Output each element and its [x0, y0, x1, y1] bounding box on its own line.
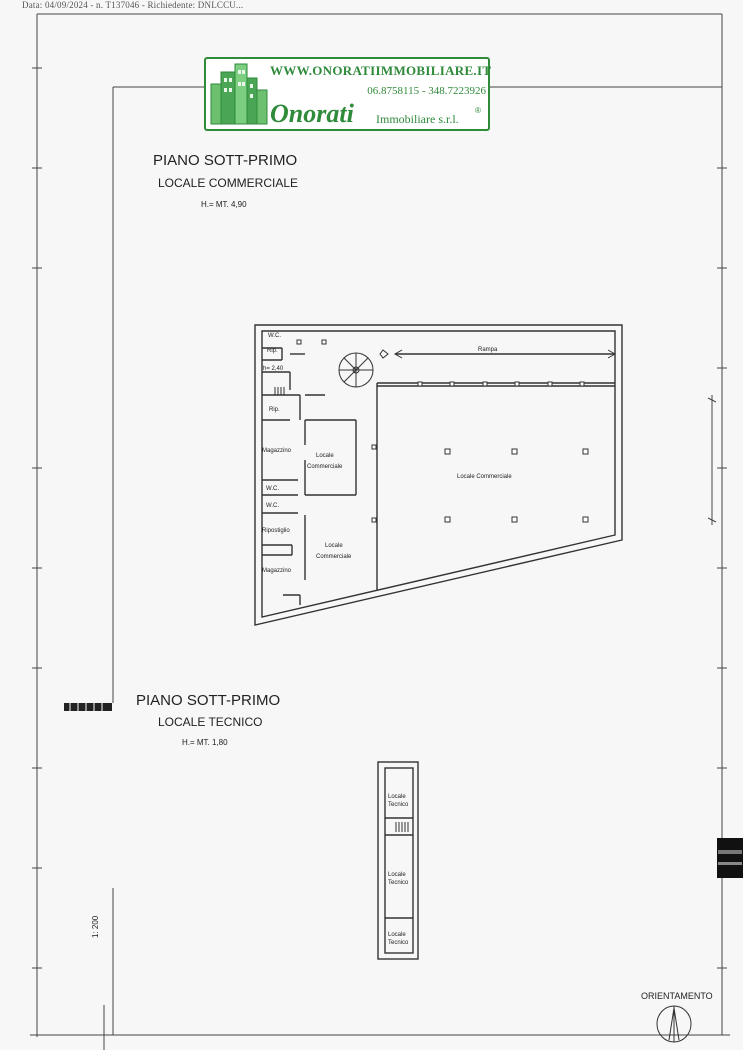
label-ripostiglio: Ripostiglio	[262, 528, 290, 534]
label-lt1-a: Locale	[388, 794, 406, 800]
registered-mark: ®	[475, 106, 481, 115]
label-h240: h= 2,40	[263, 366, 284, 372]
plan-tecnico-title: PIANO SOTT-PRIMO	[136, 692, 281, 709]
logo-suffix: Immobiliare s.r.l.	[376, 112, 459, 126]
label-lt2-b: Tecnico	[388, 880, 409, 886]
label-magazzino-2: Magazzino	[262, 568, 292, 574]
plan-commerciale-height: H.= MT. 4,90	[201, 200, 247, 209]
label-lt1-b: Tecnico	[388, 802, 409, 808]
label-locale-comm-mid-1: Locale	[325, 543, 343, 549]
header-strip: Data: 04/09/2024 - n. T137046 - Richiedente: DNLCCU...	[22, 0, 244, 10]
label-locale-comm-small-2: Commerciale	[307, 464, 343, 470]
stairs-tecnico-icon	[396, 822, 408, 832]
plan-commerciale-title: PIANO SOTT-PRIMO	[153, 152, 298, 169]
logo-name: Onorati	[270, 99, 354, 128]
label-rip-2: Rip.	[269, 407, 280, 413]
label-lt3-b: Tecnico	[388, 940, 409, 946]
plan-commerciale-subtitle: LOCALE COMMERCIALE	[158, 176, 299, 190]
label-locale-comm-small-1: Locale	[316, 453, 334, 459]
label-lt2-a: Locale	[388, 872, 406, 878]
label-rampa: Rampa	[478, 347, 498, 353]
orientation-label: ORIENTAMENTO	[641, 991, 713, 1001]
north-compass-icon	[654, 1004, 694, 1044]
label-locale-comm-big: Locale Commerciale	[457, 474, 512, 480]
plan-tecnico-height: H.= MT. 1,80	[182, 738, 228, 747]
plan-tecnico-subtitle: LOCALE TECNICO	[158, 715, 263, 729]
logo-url: WWW.ONORATIIMMOBILIARE.IT	[270, 63, 492, 78]
label-magazzino-1: Magazzino	[262, 448, 292, 454]
label-rip-1: Rip.	[267, 348, 278, 354]
scale-label: 1: 200	[91, 915, 100, 938]
logo-phones: 06.8758115 - 348.7223926	[367, 85, 486, 97]
label-locale-comm-mid-2: Commerciale	[316, 554, 352, 560]
label-wc-3: W.C.	[266, 503, 279, 509]
label-wc-1: W.C.	[268, 333, 281, 339]
label-wc-2: W.C.	[266, 486, 279, 492]
label-lt3-a: Locale	[388, 932, 406, 938]
